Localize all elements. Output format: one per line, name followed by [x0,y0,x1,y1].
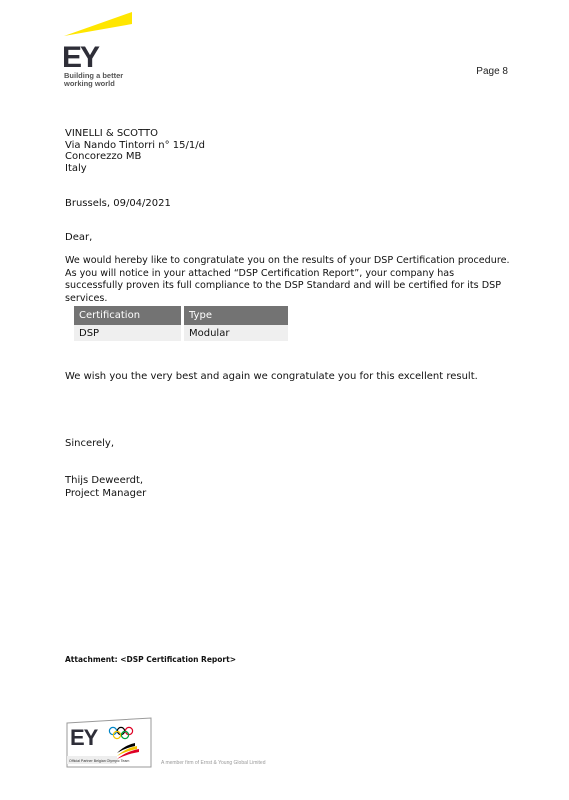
cell-certification: DSP [74,325,181,341]
logo-yellow-beam [64,12,132,36]
recipient-city: Concorezzo MB [65,151,142,162]
wish-paragraph: We wish you the very best and again we congratulate you for this excellent result. [65,371,478,382]
table-header-row [74,306,288,325]
logo-text: EY [62,41,99,74]
table-row [74,325,288,341]
body-paragraph: We would hereby like to congratulate you on the results of your DSP Certification procedure. As you will notice in your attached “DSP Certification Report”, your company has successfully proven its full compliance to the DSP Standard and will be certified for its DSP services. [65,255,510,305]
signature-block [65,475,146,500]
certification-table [71,306,291,341]
closing: Sincerely, [65,438,115,449]
belgian-flag-swoosh-icon [117,743,139,759]
salutation: Dear, [65,232,93,243]
attachment-note: Attachment: <DSP Certification Report> [65,655,236,664]
partner-caption: Official Partner Belgian Olympic Team [69,759,130,763]
recipient-country: Italy [65,162,87,174]
recipient-street: Via Nando Tintorri n° 15/1/d [65,139,205,151]
recipient-address [65,128,205,174]
olympic-partner-logo [65,717,153,769]
letter-date: Brussels, 09/04/2021 [65,198,171,209]
tagline-line-2: working world [64,79,115,88]
col-header-certification: Certification [74,306,181,325]
page-number: Page 8 [476,66,508,77]
partner-logo-text: EY [70,725,98,750]
col-header-type: Type [184,306,288,325]
member-firm-note: A member firm of Ernst & Young Global Limited [161,760,266,766]
logo-tagline [64,72,123,88]
recipient-name: VINELLI & SCOTTO [65,128,158,139]
cell-type: Modular [184,325,288,341]
olympic-rings-icon [109,727,132,738]
signer-name: Thijs Deweerdt, [65,475,144,486]
signer-title: Project Manager [65,487,147,499]
tagline-line-1: Building a better [64,71,124,80]
